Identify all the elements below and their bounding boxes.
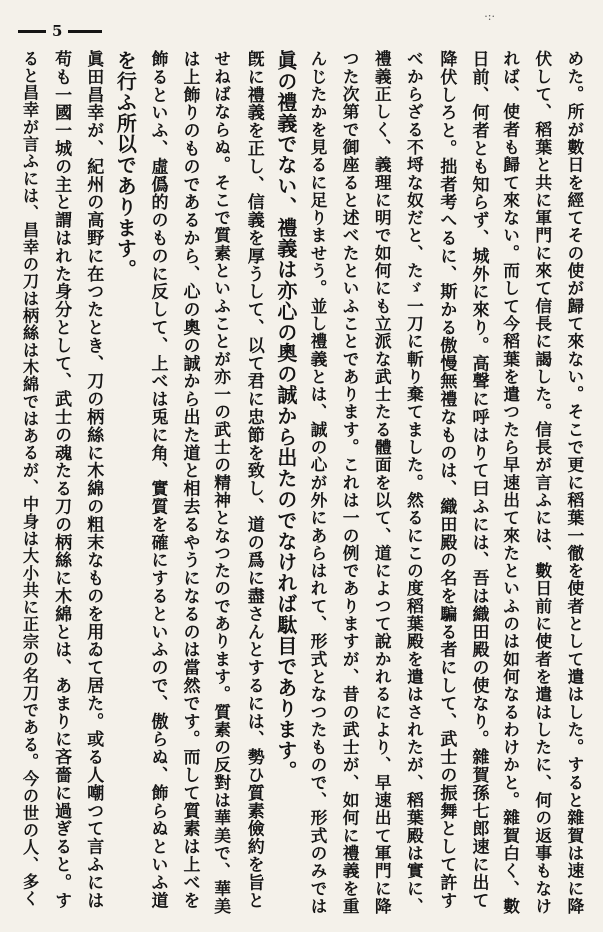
folio-rule-left bbox=[18, 30, 46, 33]
folio-rule-right bbox=[68, 30, 102, 33]
text-column: べからざる不埒な奴だと、たゞ一刀に斬り棄てました。然るにこの度稻葉殿を遣はされたが、稻葉殿は實に、 bbox=[404, 50, 425, 915]
text-column: ると昌幸が言ふには、昌幸の刀は柄絲は木綿ではあるが、中身は大小共に正宗の名刀である。今の世の人、多く bbox=[20, 50, 39, 908]
text-column: 禮義正しく、義理に明で如何にも立派な武士たる體面を以て、道によつて說かれるにより、早速出て軍門に降 bbox=[372, 50, 393, 915]
vertical-text-body bbox=[16, 50, 588, 916]
text-column: 飾るといふ、虛僞的のものに反して、上べは兎に角、實質を確にするといふので、傲らぬ、飾らぬといふ道 bbox=[147, 50, 168, 910]
page-folio bbox=[18, 22, 102, 40]
text-column: めた。所が數日を經てその使が歸て來ない。そこで更に稻葉一徹を使者として遣はした。すると雜賀は速に降 bbox=[564, 50, 585, 915]
text-column: 苟も一國一城の主と謂はれた身分として、武士の魂たる刀の柄絲に木綿とは、あまりに吝嗇に過ぎると。す bbox=[51, 50, 72, 910]
text-column: れば、使者も歸て來ない。而して今稻葉を遣つたら早速出て來たといふのは如何なるわけかと。雜賀白く、數 bbox=[500, 50, 521, 915]
text-column: は上飾りのものであるから、心の奧の誠から出た道と相去るやうになるのは當然です。而して質素は上べを bbox=[179, 50, 200, 910]
text-column: んじたかを見るに足りませう。並し禮義とは、誠の心が外にあらはれて、形式となつたもので、形式のみでは bbox=[307, 50, 328, 915]
text-column: せねばならぬ。そこで質素といふことが亦一の武士の精神となつたのであります。質素の反對は華美で、華美 bbox=[211, 50, 232, 915]
text-column: つた次第で御座ると述べたといふことであります。これは一の例でありますが、昔の武士が、如何に禮義を重 bbox=[340, 50, 361, 915]
text-column: 旣に禮義を正し、信義を厚うして、以て君に忠節を致し、道の爲に盡さんとするには、勢ひ質素儉約を旨と bbox=[243, 50, 264, 910]
page-number: 5 bbox=[52, 22, 63, 40]
text-column: 日前、何者とも知らず、城外に來り。高聲に呼はりて曰ふには、吾は織田殿の使なり。雜賀孫七郎速に出て bbox=[468, 50, 489, 910]
text-column: 眞の禮義でない、禮義は亦心の奧の誠から出たのでなければ駄目であります。 bbox=[273, 50, 298, 782]
page-mark: ·:· bbox=[484, 10, 495, 23]
text-column: を行ふ所以であります。 bbox=[113, 50, 138, 280]
text-column: 眞田昌幸が、紀州の高野に在つたとき、刀の柄絲に木綿の粗末なものを用ゐて居た。或る人嘲つて言ふには bbox=[83, 50, 104, 910]
text-column: 降伏しろと。拙者考へるに、斯かる傲慢無禮なものは、織田殿の名を騙る者にして、武士の振舞として許す bbox=[436, 50, 457, 910]
text-column: 伏して、稻葉と共に軍門に來て信長に謁した。信長が言ふには、數日前に使者を遣はしたに、何の返事もなけ bbox=[532, 50, 553, 915]
